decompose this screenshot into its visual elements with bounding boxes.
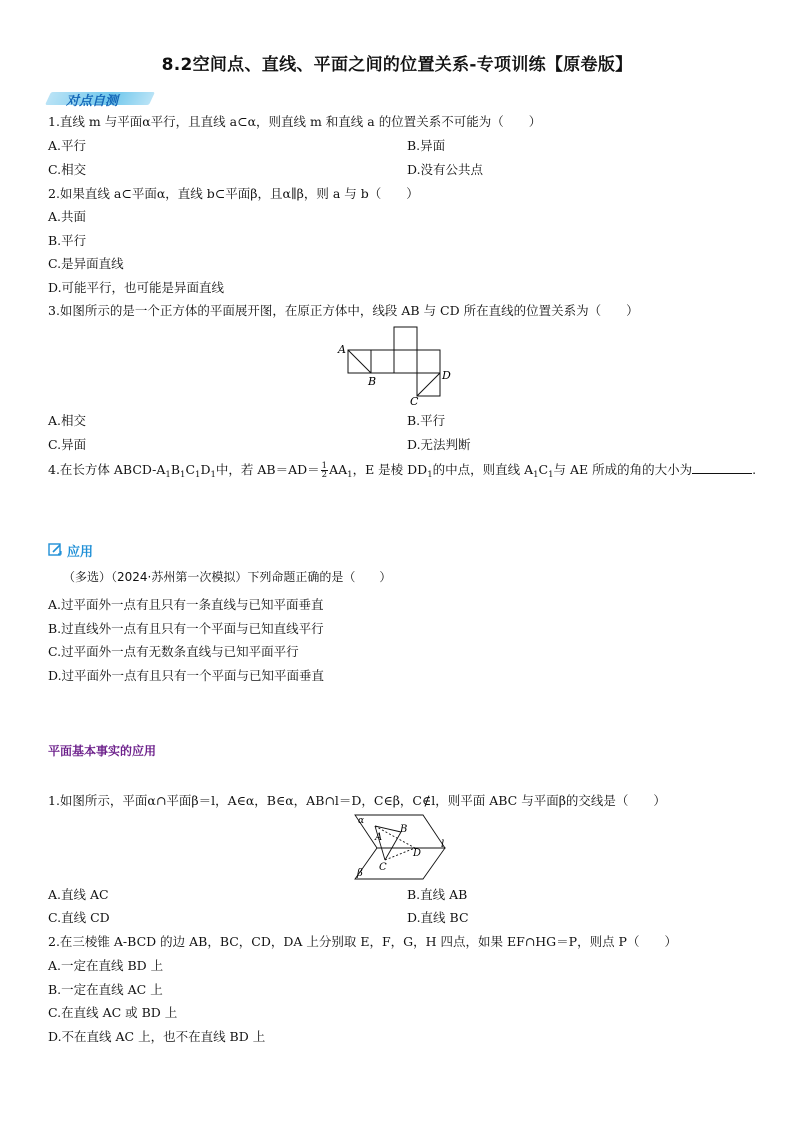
q4-text: . (752, 462, 757, 477)
question-4-stem (48, 462, 756, 483)
fraction-numerator: 1 (321, 461, 328, 471)
app-option-a: A.过平面外一点有且只有一条直线与已知平面垂直 (48, 597, 324, 612)
fig-label-b: B (368, 375, 377, 388)
s3-q1-option-d: D.直线 BC (407, 910, 469, 925)
section-banner (48, 90, 158, 108)
banner-label: 对点自测 (66, 94, 119, 109)
fig-label-a: A (375, 832, 383, 843)
s3-q1-option-c: C.直线 CD (48, 910, 110, 925)
app-option-c: C.过平面外一点有无数条直线与已知平面平行 (48, 644, 299, 659)
app-option-b: B.过直线外一点有且只有一个平面与已知直线平行 (48, 621, 324, 636)
q2-option-a: A.共面 (48, 209, 87, 224)
s3-q2-option-b: B.一定在直线 AC 上 (48, 982, 163, 997)
q1-option-d: D.没有公共点 (407, 162, 484, 177)
q4-subscript: 1 (347, 470, 353, 480)
fraction-denominator: 2 (321, 470, 328, 480)
s3-q1-option-b: B.直线 AB (407, 887, 468, 902)
q4-text: 中，若 AB＝AD＝ (215, 462, 320, 477)
fig-label-c: C (410, 395, 419, 406)
q2-option-b: B.平行 (48, 233, 87, 248)
fig-label-d: D (413, 848, 422, 859)
q4-text: 4.在长方体 (48, 462, 114, 477)
fig-label-c: C (379, 862, 387, 873)
s3-q2-option-a: A.一定在直线 BD 上 (48, 958, 164, 973)
q4-subscript: 1 (427, 470, 433, 480)
cube-net-figure (330, 322, 470, 406)
application-heading-label: 应用 (67, 545, 94, 560)
q3-option-c: C.异面 (48, 437, 87, 452)
application-question-stem: （多选）（2024·苏州第一次模拟）下列命题正确的是（ ） (63, 570, 392, 584)
question-3-stem: 3.如图所示的是一个正方体的平面展开图，在原正方体中，线段 AB 与 CD 所在直线的位置关系为（ ） (48, 303, 639, 318)
q3-option-a: A.相交 (48, 413, 87, 428)
q4-text: B (170, 462, 181, 477)
app-option-d: D.过平面外一点有且只有一个平面与已知平面垂直 (48, 668, 325, 683)
q4-subscript: 1 (180, 470, 186, 480)
section-title: 平面基本事实的应用 (48, 744, 157, 758)
fig-label-alpha: α (358, 816, 365, 826)
page-title: 8.2空间点、直线、平面之间的位置关系-专项训练【原卷版】 (161, 55, 633, 75)
answer-blank[interactable] (692, 462, 752, 474)
q1-option-b: B.异面 (407, 138, 446, 153)
q4-text: AA (329, 462, 348, 477)
question-2-stem: 2.如果直线 a⊂平面α，直线 b⊂平面β，且α∥β，则 a 与 b（ ） (48, 186, 419, 201)
s3-question-1-stem: 1.如图所示，平面α∩平面β＝l，A∈α，B∈α，AB∩l＝D，C∈β，C∉l，则平面 ABC 与平面β的交线是（ ） (48, 793, 666, 808)
q4-text: C (185, 462, 196, 477)
planes-figure (345, 812, 455, 882)
fig-label-d: D (442, 369, 451, 382)
q1-option-c: C.相交 (48, 162, 87, 177)
q4-text: 的中点，则直线 A (432, 462, 534, 477)
q3-option-d: D.无法判断 (407, 437, 471, 452)
fig-label-beta: β (357, 868, 363, 879)
q2-option-d: D.可能平行，也可能是异面直线 (48, 280, 225, 295)
question-1-stem: 1.直线 m 与平面α平行，且直线 a⊂α，则直线 m 和直线 a 的位置关系不可能为（ ） (48, 114, 542, 129)
edit-icon (48, 543, 62, 557)
q1-option-a: A.平行 (48, 138, 87, 153)
fig-label-a: A (338, 343, 346, 356)
s3-question-2-stem: 2.在三棱锥 A-BCD 的边 AB，BC，CD，DA 上分别取 E，F，G，H 四点，如果 EF∩HG＝P，则点 P（ ） (48, 934, 677, 949)
q4-subscript: 1 (210, 470, 216, 480)
q4-subscript: 1 (195, 470, 201, 480)
q4-text: ，E 是棱 DD (352, 462, 428, 477)
q4-text: ABCD-A (113, 462, 166, 477)
q4-text: D (200, 462, 211, 477)
q4-subscript: 1 (533, 470, 539, 480)
q4-text: C (538, 462, 549, 477)
q4-text: 与 AE 所成的角的大小为 (553, 462, 693, 477)
fig-label-l: l (441, 839, 445, 850)
q4-fraction (321, 462, 328, 479)
fig-label-b: B (400, 824, 408, 835)
s3-q2-option-c: C.在直线 AC 或 BD 上 (48, 1005, 178, 1020)
s3-q2-option-d: D.不在直线 AC 上，也不在直线 BD 上 (48, 1029, 266, 1044)
q4-subscript: 1 (165, 470, 171, 480)
s3-q1-option-a: A.直线 AC (48, 887, 109, 902)
q3-option-b: B.平行 (407, 413, 446, 428)
q2-option-c: C.是异面直线 (48, 256, 124, 271)
q4-subscript: 1 (548, 470, 554, 480)
